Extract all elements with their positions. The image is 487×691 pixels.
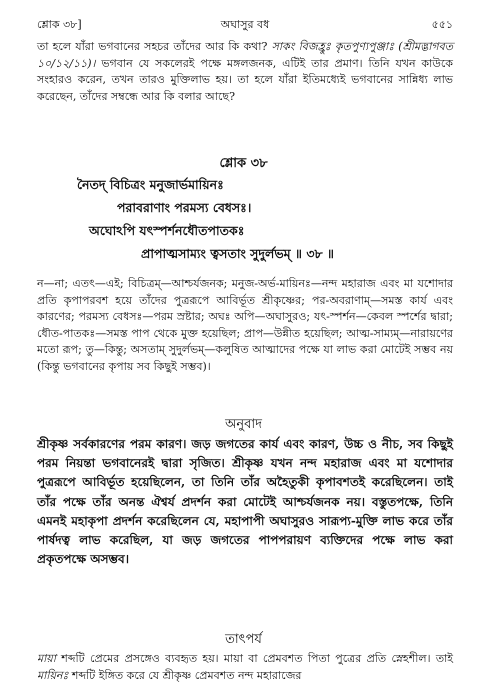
intro-paragraph — [37, 39, 453, 105]
purport-heading: তাৎপর্য — [225, 632, 262, 647]
verse-heading: শ্লোক ৩৮ — [219, 156, 268, 171]
page-number: ৫৫১ — [431, 18, 453, 31]
running-header — [37, 16, 453, 32]
intro-text-1: তা হলে যাঁরা ভগবানের সহচর তাঁদের আর কি কথা? — [37, 40, 268, 53]
purport-term-mayinah: মায়িনঃ — [37, 668, 69, 682]
purport-term-maya: মায়া — [37, 652, 56, 665]
header-verse-ref: শ্লোক ৩৮] — [37, 18, 82, 31]
purport-text-2: শব্দটি ইঙ্গিত করে যে শ্রীকৃষ্ণ প্রেমবশত নন্দ মহারাজের — [68, 668, 302, 682]
translation-heading: অনুবাদ — [225, 417, 262, 432]
translation-paragraph: শ্রীকৃষ্ণ সর্বকারণের পরম কারণ। জড় জগতের কার্য এবং কারণ, উচ্চ ও নীচ, সব কিছুই পরম নিয়ন্তা ভগবানেরই দ্বারা সৃজিত। শ্রীকৃষ্ণ যখন নন্দ মহারাজ এবং মা যশোদার পুত্ররূপে আবির্ভূত হয়েছিলেন, তা তিনি তাঁর অহৈতুকী কৃপাবশতই করেছিলেন। তাই তাঁর পক্ষে তাঁর অনন্ত ঐশ্বর্য প্রদর্শন করা মোটেই আশ্চর্যজনক নয়। বস্তুতপক্ষে, তিনি এমনই মহাকৃপা প্রদর্শন করেছিলেন যে, মহাপাপী অঘাসুরও সারূপ্য-মুক্তি লাভ করে তাঁর পার্ষদত্ব লাভ করেছিল, যা জড় জগতের পাপপরায়ণ ব্যক্তিদের পক্ষে লাভ করা প্রকৃতপক্ষে অসম্ভব। — [37, 437, 453, 567]
header-chapter-title: অঘাসুর বধ — [220, 18, 270, 31]
purport-paragraph — [37, 651, 453, 684]
verse-line-3: অঘোঽপি যৎস্পর্শনধৌতপাতকঃ — [89, 223, 245, 238]
verse-line-1: নৈতদ্ বিচিত্রং মনুজার্ভমায়িনঃ — [77, 177, 224, 192]
purport-text-1: শব্দটি প্রেমের প্রসঙ্গেও ব্যবহৃত হয়। মায়া বা প্রেমবশত পিতা পুত্রের প্রতি স্নেহশীল। তাই — [55, 652, 453, 665]
verse-line-2: পরাবরাণাং পরমস্য বেধসঃ। — [117, 200, 252, 215]
verse-line-4: প্রাপাত্মসাম্যং ত্বসতাং সুদুর্লভম্ ॥ ৩৮ ॥ — [141, 246, 335, 261]
synonyms-paragraph: ন—না; এতৎ—এই; বিচিত্রম্—আশ্চর্যজনক; মনুজ-অর্ভ-মায়িনঃ—নন্দ মহারাজ এবং মা যশোদার প্রতি কৃপাপরবশ হয়ে তাঁদের পুত্ররূপে আবির্ভূত শ্রীকৃষ্ণের; পর-অবরাণাম্—সমস্ত কার্য এবং কারণের; পরমস্য বেধসঃ—পরম স্রষ্টার; অঘঃ অপি—অঘাসুরও; যৎ-স্পর্শন—কেবল স্পর্শের দ্বারা; ধৌত-পাতকঃ—সমস্ত পাপ থেকে মুক্ত হয়েছিল; প্রাপ—উন্নীত হয়েছিল; আত্ম-সাম্যম্—নারায়ণের মতো রূপ; তু—কিন্তু; অসতাম্ সুদুর্লভম্—কলুষিত আত্মাদের পক্ষে যা লাভ করা মোটেই সম্ভব নয় (কিন্তু ভগবানের কৃপায় সব কিছুই সম্ভব)। — [37, 277, 453, 373]
intro-quote: সাকং বিজহ্রুঃ কৃতপুণ্যপুঞ্জাঃ (শ্রীমদ্ভাগবত ১০/১২/১১)। — [37, 40, 453, 70]
intro-text-2: ভগবান যে সকলেরই পক্ষে মঙ্গলজনক, এটিই তার প্রমাণ। তিনি যখন কাউকে সংহারও করেন, তখন তারও মুক্তিলাভ হয়। তা হলে যাঁরা ইতিমধ্যেই ভগবানের সান্নিধ্য লাভ করেছেন, তাঁদের সম্বন্ধে আর কি বলার আছে? — [37, 56, 453, 103]
